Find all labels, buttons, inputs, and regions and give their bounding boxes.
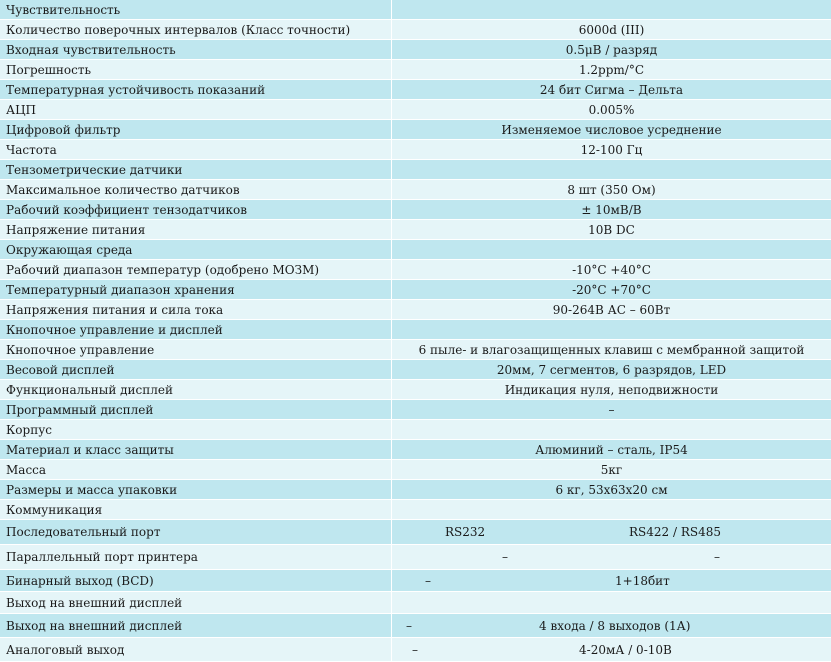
row-value <box>392 520 831 544</box>
row-label: Частота <box>0 140 392 159</box>
row-value-part: – <box>425 573 431 588</box>
table-row <box>0 240 831 260</box>
row-value <box>392 500 831 519</box>
row-value: -10°C +40°C <box>572 262 651 277</box>
row-value-part: – <box>412 642 418 657</box>
row-label: Функциональный дисплей <box>0 380 392 399</box>
row-value: 1.2ppm/°C <box>578 62 645 77</box>
row-value: 0.005% <box>588 102 635 117</box>
row-label: Цифровой фильтр <box>0 120 392 139</box>
row-value <box>392 614 831 637</box>
row-value: 10В DC <box>588 222 635 237</box>
row-value: 5кг <box>600 462 623 477</box>
table-row <box>0 140 831 160</box>
row-label: Максимальное количество датчиков <box>0 180 392 199</box>
table-row <box>0 400 831 420</box>
table-row <box>0 360 831 380</box>
table-row <box>0 520 831 545</box>
row-label: Чувствительность <box>0 0 392 19</box>
row-value: 6000d (III) <box>578 22 645 37</box>
row-value: 6 пыле- и влагозащищенных клавиш с мембранной защитой <box>418 342 805 357</box>
row-value: 20мм, 7 сегментов, 6 разрядов, LED <box>496 362 727 377</box>
table-row <box>0 545 831 570</box>
row-value-part: RS422 / RS485 <box>629 525 721 539</box>
row-value <box>392 592 831 613</box>
table-row <box>0 570 831 592</box>
row-label: Бинарный выход (BCD) <box>0 570 392 591</box>
row-value: 24 бит Сигма – Дельта <box>539 82 684 97</box>
row-value <box>392 160 831 179</box>
row-label: Тензометрические датчики <box>0 160 392 179</box>
row-label: Входная чувствительность <box>0 40 392 59</box>
row-label: Выход на внешний дисплей <box>0 614 392 637</box>
row-label: АЦП <box>0 100 392 119</box>
row-label: Температурный диапазон хранения <box>0 280 392 299</box>
row-label: Параллельный порт принтера <box>0 545 392 569</box>
table-row <box>0 340 831 360</box>
table-row <box>0 120 831 140</box>
table-row <box>0 420 831 440</box>
row-value-part: 1+18бит <box>615 573 670 588</box>
table-row <box>0 80 831 100</box>
table-row <box>0 500 831 520</box>
row-value: 8 шт (350 Ом) <box>567 182 656 197</box>
table-row <box>0 180 831 200</box>
table-row <box>0 60 831 80</box>
row-label: Весовой дисплей <box>0 360 392 379</box>
row-label: Кнопочное управление <box>0 340 392 359</box>
table-row <box>0 440 831 460</box>
row-value <box>392 545 831 569</box>
row-value-part: RS232 <box>445 525 486 539</box>
table-row <box>0 260 831 280</box>
row-label: Выход на внешний дисплей <box>0 592 392 613</box>
row-value <box>392 638 831 661</box>
row-value: 90-264В АС – 60Вт <box>552 302 671 317</box>
row-label: Напряжения питания и сила тока <box>0 300 392 319</box>
row-value-part: – <box>714 550 720 564</box>
table-row <box>0 220 831 240</box>
row-value-part: – <box>406 618 412 633</box>
table-row <box>0 20 831 40</box>
row-value: ± 10мВ/В <box>581 202 642 217</box>
row-label: Корпус <box>0 420 392 439</box>
row-label: Температурная устойчивость показаний <box>0 80 392 99</box>
row-label: Коммуникация <box>0 500 392 519</box>
row-value <box>392 320 831 339</box>
table-row <box>0 300 831 320</box>
row-label: Материал и класс защиты <box>0 440 392 459</box>
row-value: 6 кг, 53x63x20 см <box>555 482 668 497</box>
row-value: Изменяемое числовое усреднение <box>501 122 722 137</box>
row-label: Напряжение питания <box>0 220 392 239</box>
row-value-part: 4-20мА / 0-10В <box>579 642 672 657</box>
row-label: Рабочий диапазон температур (одобрено МОЗМ) <box>0 260 392 279</box>
row-value-part: 4 входа / 8 выходов (1А) <box>539 618 691 633</box>
table-row <box>0 480 831 500</box>
table-row <box>0 160 831 180</box>
row-value: -20°C +70°C <box>572 282 651 297</box>
row-label: Количество поверочных интервалов (Класс точности) <box>0 20 392 39</box>
table-row <box>0 380 831 400</box>
row-value: 12-100 Гц <box>580 142 643 157</box>
table-row <box>0 592 831 614</box>
row-label: Окружающая среда <box>0 240 392 259</box>
table-row <box>0 100 831 120</box>
row-value <box>392 420 831 439</box>
table-row <box>0 280 831 300</box>
table-row <box>0 614 831 638</box>
row-value: Алюминий – сталь, IP54 <box>535 442 688 457</box>
row-label: Рабочий коэффициент тензодатчиков <box>0 200 392 219</box>
table-row <box>0 460 831 480</box>
row-label: Размеры и масса упаковки <box>0 480 392 499</box>
table-row <box>0 0 831 20</box>
row-label: Погрешность <box>0 60 392 79</box>
row-value: 0.5μВ / разряд <box>565 42 658 57</box>
row-value <box>392 240 831 259</box>
row-value <box>392 570 831 591</box>
row-value <box>392 0 831 19</box>
row-label: Масса <box>0 460 392 479</box>
row-label: Последовательный порт <box>0 520 392 544</box>
table-row <box>0 320 831 340</box>
table-row <box>0 200 831 220</box>
table-row <box>0 638 831 662</box>
row-label: Кнопочное управление и дисплей <box>0 320 392 339</box>
row-value-part: – <box>502 550 508 564</box>
row-label: Аналоговый выход <box>0 638 392 661</box>
row-value: Индикация нуля, неподвижности <box>504 382 719 397</box>
row-value: – <box>608 402 615 417</box>
table-row <box>0 40 831 60</box>
row-label: Программный дисплей <box>0 400 392 419</box>
